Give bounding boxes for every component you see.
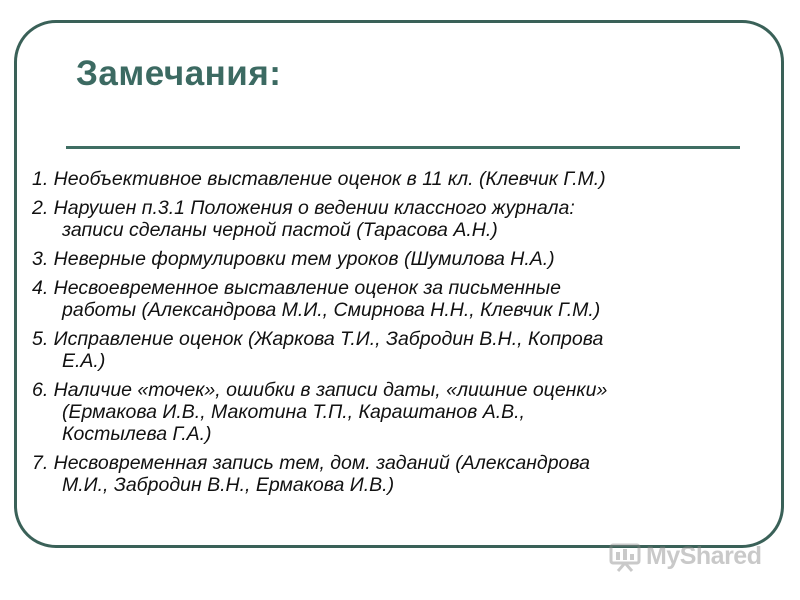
remark-item-4	[32, 277, 772, 321]
remark-item-5	[32, 328, 772, 372]
remark-line: 6. Наличие «точек», ошибки в записи даты, «лишние оценки»	[32, 379, 608, 401]
remark-line: 7. Несвовременная запись тем, дом. заданий (Александрова	[32, 452, 590, 474]
remark-line: М.И., Забродин В.Н., Ермакова И.В.)	[62, 474, 395, 496]
remark-item-3	[32, 248, 772, 270]
remark-line: записи сделаны черной пастой (Тарасова А.Н.)	[62, 219, 498, 241]
remark-line: 5. Исправление оценок (Жаркова Т.И., Забродин В.Н., Копрова	[32, 328, 604, 350]
presentation-board-icon	[608, 539, 642, 573]
remark-item-2	[32, 197, 772, 241]
remark-line: Е.А.)	[62, 350, 106, 372]
remark-item-6	[32, 379, 772, 445]
remark-item-1	[32, 168, 772, 190]
title-divider	[66, 146, 740, 149]
slide-title: Замечания:	[76, 54, 282, 93]
remark-line: (Ермакова И.В., Макотина Т.П., Караштанов А.В.,	[62, 401, 525, 423]
remark-line: 4. Несвоевременное выставление оценок за письменные	[32, 277, 561, 299]
remark-line: 2. Нарушен п.3.1 Положения о ведении классного журнала:	[32, 197, 575, 219]
watermark	[608, 536, 761, 576]
remark-item-7	[32, 452, 772, 496]
remark-line: Костылева Г.А.)	[62, 423, 212, 445]
remark-line: 3. Неверные формулировки тем уроков (Шумилова Н.А.)	[32, 248, 555, 270]
remarks-list	[32, 168, 772, 503]
remark-line: работы (Александрова М.И., Смирнова Н.Н., Клевчик Г.М.)	[62, 299, 601, 321]
remark-line: 1. Необъективное выставление оценок в 11 кл. (Клевчик Г.М.)	[32, 168, 606, 190]
watermark-text: MyShared	[646, 541, 762, 570]
